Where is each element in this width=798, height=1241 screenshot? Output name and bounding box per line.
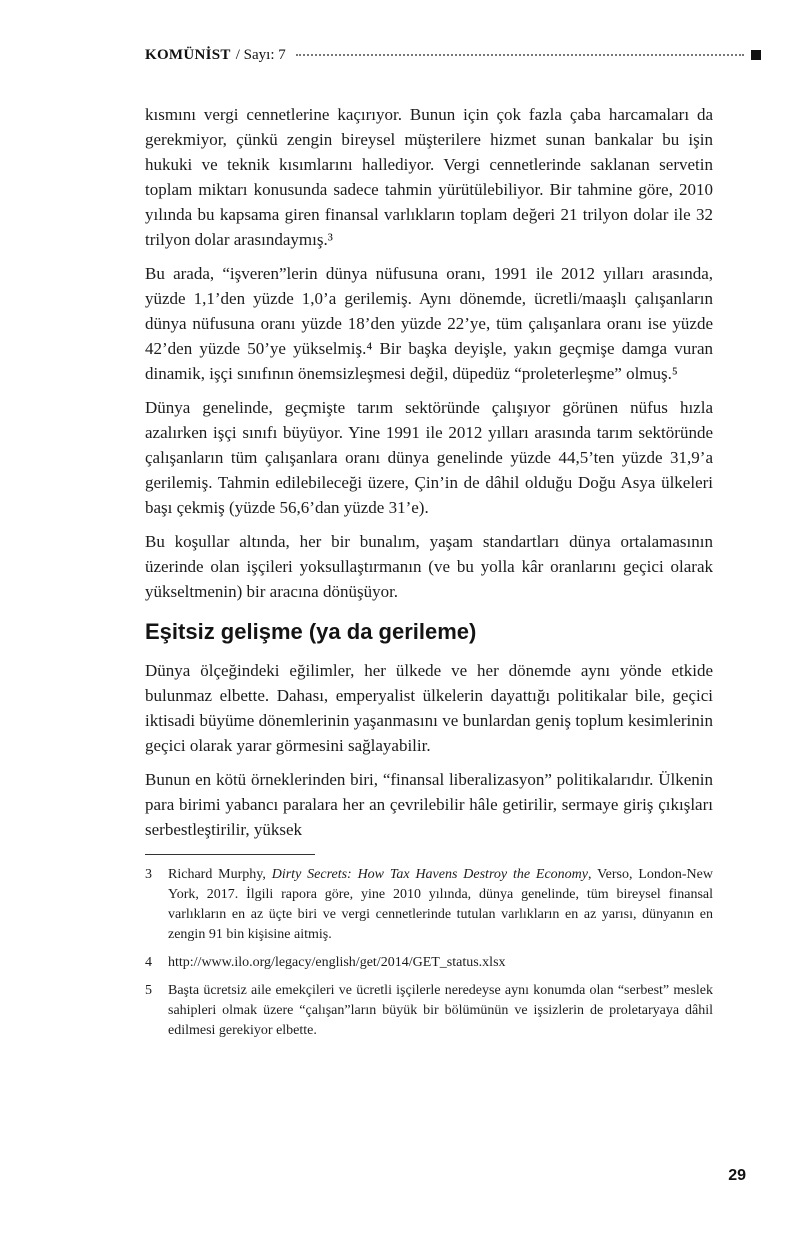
- page-header: [145, 46, 761, 64]
- footnote-text-prefix: Richard Murphy,: [168, 867, 272, 882]
- footnote-5: [145, 981, 713, 1041]
- journal-title: KOMÜNİST: [145, 47, 231, 63]
- footnote-3: [145, 865, 713, 945]
- footnote-4: [145, 953, 713, 973]
- footnote-number: 4: [145, 955, 152, 970]
- body-paragraph: Bu arada, “işveren”lerin dünya nüfusuna oranı, 1991 ile 2012 yılları arasında, yüzde 1,1’den yüzde 1,0’a gerilemiş. Aynı dönemde, ücretli/maaşlı çalışanların dünya nüfusuna oranı yüzde 18’den yüzde 22’ye, tüm çalışanlara oranı ise yüzde 42’den yüzde 50’ye yükselmiş.⁴ Bir başka deyişle, yakın geçmişe damga vuran dinamik, işçi sınıfının önemsizleşmesi değil, düpedüz “proleterleşme” olmuş.⁵: [145, 264, 713, 383]
- issue-label: / Sayı: 7: [235, 47, 286, 63]
- footnote-book-title: Dirty Secrets: How Tax Havens Destroy the Economy: [271, 867, 588, 882]
- footnote-text: [168, 865, 713, 945]
- footnote-text: Başta ücretsiz aile emekçileri ve ücretli işçilerle neredeyse aynı konumda olan “serbest” meslek sahipleri olmak üzere “çalışan”ların büyük bir bölümünün ve işsizlerin de proletaryaya dâhil edilmesi gerekiyor elbette.: [168, 983, 713, 1038]
- body-paragraph: Dünya ölçeğindeki eğilimler, her ülkede ve her dönemde aynı yönde etkide bulunmaz elbette. Dahası, emperyalist ülkelerin dayattığı politikalar bile, geçici iktisadi büyüme dönemlerinin yaşanmasını ve bunlardan geniş toplum kesimlerinin geçici olarak yarar görmesini sağlayabilir.: [145, 661, 713, 755]
- body-paragraph: Bunun en kötü örneklerinden biri, “finansal liberalizasyon” politikalarıdır. Ülkenin para birimi yabancı paralara her an çevrilebilir hâle getirilir, sermaye giriş çıkışları serbestleştirilir, yüksek: [145, 770, 713, 839]
- footnotes-section: [145, 854, 713, 1041]
- footnote-separator-rule: [145, 854, 315, 855]
- footnote-number: 3: [145, 867, 152, 882]
- body-paragraph: Bu koşullar altında, her bir bunalım, yaşam standartları dünya ortalamasının üzerinde olan işçileri yoksullaştırmanın (ve bu yolla kâr oranlarını geçici olarak yükseltmenin) bir aracına dönüşüyor.: [145, 532, 713, 601]
- body-paragraph: Dünya genelinde, geçmişte tarım sektöründe çalışıyor görünen nüfus hızla azalırken işçi sınıfı büyüyor. Yine 1991 ile 2012 yılları arasında tarım sektöründe çalışanların tüm çalışanlara oranı dünya genelinde yüzde 44,5’ten yüzde 31,9’a gerilemiş. Tahmin edilebileceği üzere, Çin’in de dâhil olduğu Doğu Asya ülkeleri başı çekmiş (yüzde 56,6’dan yüzde 31’e).: [145, 398, 713, 517]
- article-body: [145, 102, 713, 842]
- footnote-url-text: http://www.ilo.org/legacy/english/get/2014/GET_status.xlsx: [168, 955, 506, 970]
- footnote-text-suffix: , Verso, London-New York, 2017. İlgili rapora göre, yine 2010 yılında, dünya genelinde, tüm bireysel finansal varlıkların en az üçte biri ve vergi cennetlerinde tutulan varlıkların en az yarısı, dünyanın en zengin 91 bin kişisine aitmiş.: [168, 867, 713, 942]
- page-number: 29: [728, 1167, 746, 1184]
- body-paragraph: kısmını vergi cennetlerine kaçırıyor. Bunun için çok fazla çaba harcamaları da gerekmiyor, çünkü zengin bireysel müşterilere hizmet sunan bankalar bu işin hukuki ve teknik kısımlarını hallediyor. Vergi cennetlerinde saklanan servetin toplam miktarı konusunda sadece tahmin yürütülebiliyor. Bir tahmine göre, 2010 yılında bu kapsama giren finansal varlıkların toplam değeri 21 trilyon dolar ile 32 trilyon dolar arasındaymış.³: [145, 105, 713, 249]
- section-heading: Eşitsiz gelişme (ya da gerileme): [145, 619, 477, 644]
- header-square-marker: [751, 50, 761, 60]
- header-dotted-rule: [296, 54, 744, 56]
- footnote-number: 5: [145, 983, 152, 998]
